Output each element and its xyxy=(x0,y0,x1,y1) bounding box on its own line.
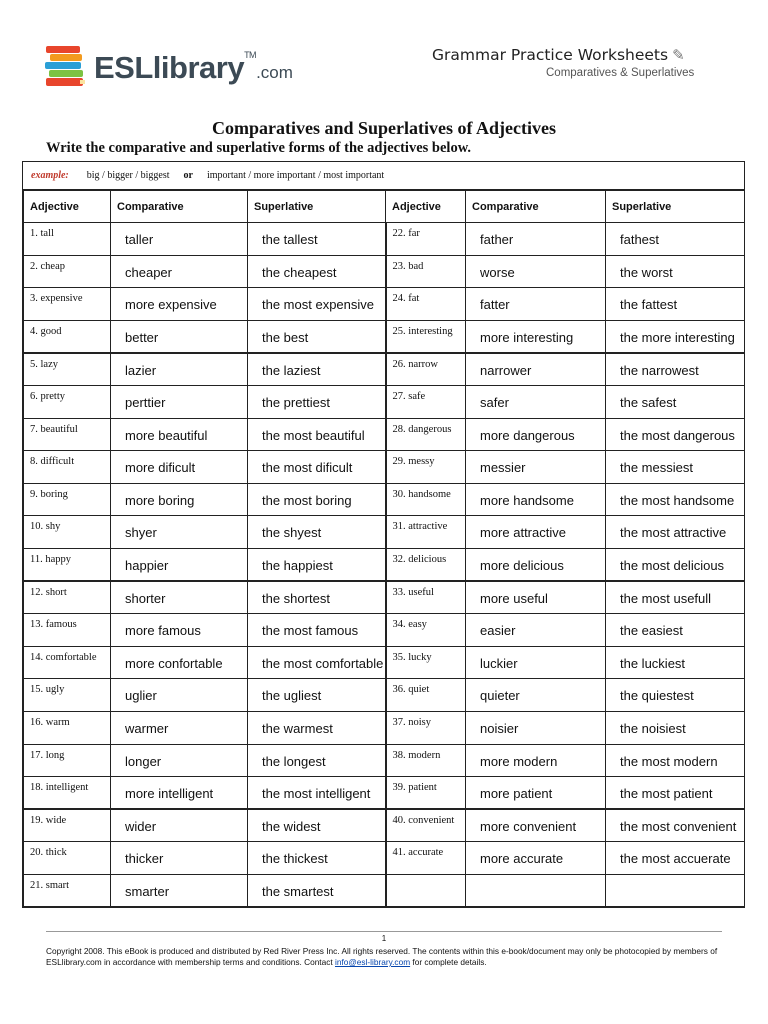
adjective-cell: 25. interesting xyxy=(386,320,466,353)
table-row xyxy=(24,744,745,777)
superlative-cell: the most modern xyxy=(606,744,745,777)
table-row xyxy=(24,581,745,614)
adjective-cell xyxy=(386,874,466,907)
superlative-cell: the longest xyxy=(248,744,386,777)
superlative-cell: the best xyxy=(248,320,386,353)
superlative-cell: the narrowest xyxy=(606,353,745,386)
comparative-cell: father xyxy=(466,223,606,256)
comparative-cell: more handsome xyxy=(466,483,606,516)
adjective-cell: 4. good xyxy=(24,320,111,353)
comparative-cell: uglier xyxy=(111,679,248,712)
table-row xyxy=(24,288,745,321)
adjective-cell: 20. thick xyxy=(24,842,111,875)
table-row xyxy=(24,809,745,842)
footer-divider xyxy=(46,931,722,932)
comparative-cell: thicker xyxy=(111,842,248,875)
worksheet-title: Comparatives and Superlatives of Adjectives xyxy=(212,118,556,138)
superlative-cell: the messiest xyxy=(606,451,745,484)
table-row xyxy=(24,320,745,353)
superlative-cell: the most expensive xyxy=(248,288,386,321)
adjective-cell: 30. handsome xyxy=(386,483,466,516)
adjective-cell: 6. pretty xyxy=(24,385,111,418)
adjective-cell: 3. expensive xyxy=(24,288,111,321)
superlative-cell: the laziest xyxy=(248,353,386,386)
comparative-cell: lazier xyxy=(111,353,248,386)
comparative-cell: cheaper xyxy=(111,255,248,288)
comparative-cell: shyer xyxy=(111,516,248,549)
adjective-cell: 37. noisy xyxy=(386,711,466,744)
series-subtitle: Comparatives & Superlatives xyxy=(546,67,695,79)
column-header: Comparative xyxy=(466,191,606,223)
adjective-cell: 24. fat xyxy=(386,288,466,321)
adjective-cell: 15. ugly xyxy=(24,679,111,712)
superlative-cell: the luckiest xyxy=(606,646,745,679)
adjective-cell: 38. modern xyxy=(386,744,466,777)
superlative-cell: the most dificult xyxy=(248,451,386,484)
superlative-cell: the warmest xyxy=(248,711,386,744)
table-row xyxy=(24,646,745,679)
adjective-cell: 1. tall xyxy=(24,223,111,256)
adjective-cell: 19. wide xyxy=(24,809,111,842)
comparative-cell: more convenient xyxy=(466,809,606,842)
adjective-cell: 26. narrow xyxy=(386,353,466,386)
superlative-cell: the tallest xyxy=(248,223,386,256)
superlative-cell: the cheapest xyxy=(248,255,386,288)
superlative-cell: the easiest xyxy=(606,614,745,647)
column-header: Comparative xyxy=(111,191,248,223)
adjective-cell: 8. difficult xyxy=(24,451,111,484)
column-header: Superlative xyxy=(606,191,745,223)
comparative-cell: messier xyxy=(466,451,606,484)
superlative-cell: the worst xyxy=(606,255,745,288)
copyright-notice: Copyright 2008. This eBook is produced and distributed by Red River Press Inc. All rights reserved. The contents within this e-book/document may only be photocopied by members of ESLlibrary.com in accordance with membership terms and conditions. Contact info@esl-library.com for complete details. xyxy=(46,946,718,967)
adjective-cell: 34. easy xyxy=(386,614,466,647)
trademark-mark: TM xyxy=(244,50,257,60)
table-row xyxy=(24,483,745,516)
esl-library-logo[interactable] xyxy=(44,44,293,94)
adjective-cell: 5. lazy xyxy=(24,353,111,386)
adjective-cell: 41. accurate xyxy=(386,842,466,875)
table-row xyxy=(24,516,745,549)
comparative-cell: more expensive xyxy=(111,288,248,321)
logo-wordmark: ESLlibrary™.com xyxy=(94,50,293,85)
adjective-cell: 11. happy xyxy=(24,548,111,581)
column-header: Adjective xyxy=(386,191,466,223)
table-row xyxy=(24,614,745,647)
superlative-cell: the thickest xyxy=(248,842,386,875)
superlative-cell: the most accuerate xyxy=(606,842,745,875)
example-important: important / more important / most important xyxy=(207,170,385,181)
comparative-cell: worse xyxy=(466,255,606,288)
comparative-cell: smarter xyxy=(111,874,248,907)
adjective-cell: 17. long xyxy=(24,744,111,777)
adjective-cell: 27. safe xyxy=(386,385,466,418)
table-row xyxy=(24,385,745,418)
table-row xyxy=(24,842,745,875)
superlative-cell: the most comfortable xyxy=(248,646,386,679)
adjective-cell: 14. comfortable xyxy=(24,646,111,679)
superlative-cell: the most attractive xyxy=(606,516,745,549)
comparative-cell xyxy=(466,874,606,907)
comparative-cell: perttier xyxy=(111,385,248,418)
logo-domain: .com xyxy=(256,63,293,82)
comparative-cell: more attractive xyxy=(466,516,606,549)
contact-email-link[interactable]: info@esl-library.com xyxy=(334,957,411,967)
adjectives-table xyxy=(23,190,745,907)
superlative-cell: the most beautiful xyxy=(248,418,386,451)
comparative-cell: easier xyxy=(466,614,606,647)
superlative-cell: the shortest xyxy=(248,581,386,614)
adjective-cell: 31. attractive xyxy=(386,516,466,549)
comparative-cell: shorter xyxy=(111,581,248,614)
comparative-cell: more delicious xyxy=(466,548,606,581)
adjective-cell: 7. beautiful xyxy=(24,418,111,451)
comparative-cell: more modern xyxy=(466,744,606,777)
adjective-cell: 36. quiet xyxy=(386,679,466,712)
superlative-cell xyxy=(606,874,745,907)
comparative-cell: more boring xyxy=(111,483,248,516)
adjective-cell: 2. cheap xyxy=(24,255,111,288)
adjective-cell: 32. delicious xyxy=(386,548,466,581)
comparative-cell: taller xyxy=(111,223,248,256)
table-header-row xyxy=(24,191,745,223)
superlative-cell: the most intelligent xyxy=(248,777,386,810)
superlative-cell: the shyest xyxy=(248,516,386,549)
comparative-cell: wider xyxy=(111,809,248,842)
table-row xyxy=(24,255,745,288)
superlative-cell: the noisiest xyxy=(606,711,745,744)
superlative-cell: the widest xyxy=(248,809,386,842)
comparative-cell: more dificult xyxy=(111,451,248,484)
table-row xyxy=(24,418,745,451)
superlative-cell: the fattest xyxy=(606,288,745,321)
superlative-cell: the prettiest xyxy=(248,385,386,418)
table-row xyxy=(24,679,745,712)
books-icon xyxy=(44,44,88,90)
adjective-cell: 21. smart xyxy=(24,874,111,907)
comparative-cell: quieter xyxy=(466,679,606,712)
comparative-cell: more useful xyxy=(466,581,606,614)
adjective-cell: 16. warm xyxy=(24,711,111,744)
comparative-cell: more accurate xyxy=(466,842,606,875)
adjective-cell: 13. famous xyxy=(24,614,111,647)
table-row xyxy=(24,451,745,484)
superlative-cell: the most convenient xyxy=(606,809,745,842)
adjective-cell: 33. useful xyxy=(386,581,466,614)
adjective-cell: 23. bad xyxy=(386,255,466,288)
adjective-cell: 29. messy xyxy=(386,451,466,484)
comparative-cell: more interesting xyxy=(466,320,606,353)
comparative-cell: more famous xyxy=(111,614,248,647)
column-header: Superlative xyxy=(248,191,386,223)
superlative-cell: the most usefull xyxy=(606,581,745,614)
superlative-cell: the safest xyxy=(606,385,745,418)
comparative-cell: more beautiful xyxy=(111,418,248,451)
adjective-cell: 35. lucky xyxy=(386,646,466,679)
comparative-cell: narrower xyxy=(466,353,606,386)
comparative-cell: more intelligent xyxy=(111,777,248,810)
superlative-cell: the most boring xyxy=(248,483,386,516)
example-big: big / bigger / biggest xyxy=(86,170,170,181)
series-title: Grammar Practice Worksheets ✎ xyxy=(432,46,685,64)
comparative-cell: fatter xyxy=(466,288,606,321)
comparative-cell: luckier xyxy=(466,646,606,679)
table-row xyxy=(24,777,745,810)
pencil-icon: ✎ xyxy=(672,46,685,64)
superlative-cell: fathest xyxy=(606,223,745,256)
column-header: Adjective xyxy=(24,191,111,223)
comparative-cell: happier xyxy=(111,548,248,581)
table-row xyxy=(24,223,745,256)
table-row xyxy=(24,874,745,907)
superlative-cell: the quiestest xyxy=(606,679,745,712)
comparative-cell: better xyxy=(111,320,248,353)
adjective-cell: 22. far xyxy=(386,223,466,256)
adjective-cell: 12. short xyxy=(24,581,111,614)
worksheet-table-frame xyxy=(22,161,745,908)
adjective-cell: 9. boring xyxy=(24,483,111,516)
series-header xyxy=(432,46,712,79)
adjective-cell: 10. shy xyxy=(24,516,111,549)
table-row xyxy=(24,711,745,744)
example-label: example: xyxy=(31,170,69,181)
comparative-cell: more confortable xyxy=(111,646,248,679)
superlative-cell: the most dangerous xyxy=(606,418,745,451)
comparative-cell: noisier xyxy=(466,711,606,744)
superlative-cell: the ugliest xyxy=(248,679,386,712)
page-number: 1 xyxy=(381,934,387,943)
superlative-cell: the happiest xyxy=(248,548,386,581)
adjective-cell: 39. patient xyxy=(386,777,466,810)
comparative-cell: longer xyxy=(111,744,248,777)
adjective-cell: 28. dangerous xyxy=(386,418,466,451)
table-row xyxy=(24,548,745,581)
comparative-cell: safer xyxy=(466,385,606,418)
table-row xyxy=(24,353,745,386)
superlative-cell: the most patient xyxy=(606,777,745,810)
superlative-cell: the most handsome xyxy=(606,483,745,516)
worksheet-instructions: Write the comparative and superlative forms of the adjectives below. xyxy=(46,140,471,156)
adjective-cell: 18. intelligent xyxy=(24,777,111,810)
superlative-cell: the most delicious xyxy=(606,548,745,581)
superlative-cell: the smartest xyxy=(248,874,386,907)
adjective-cell: 40. convenient xyxy=(386,809,466,842)
example-row xyxy=(23,162,744,190)
comparative-cell: more dangerous xyxy=(466,418,606,451)
comparative-cell: warmer xyxy=(111,711,248,744)
example-or: or xyxy=(183,170,193,181)
comparative-cell: more patient xyxy=(466,777,606,810)
superlative-cell: the most famous xyxy=(248,614,386,647)
superlative-cell: the more interesting xyxy=(606,320,745,353)
